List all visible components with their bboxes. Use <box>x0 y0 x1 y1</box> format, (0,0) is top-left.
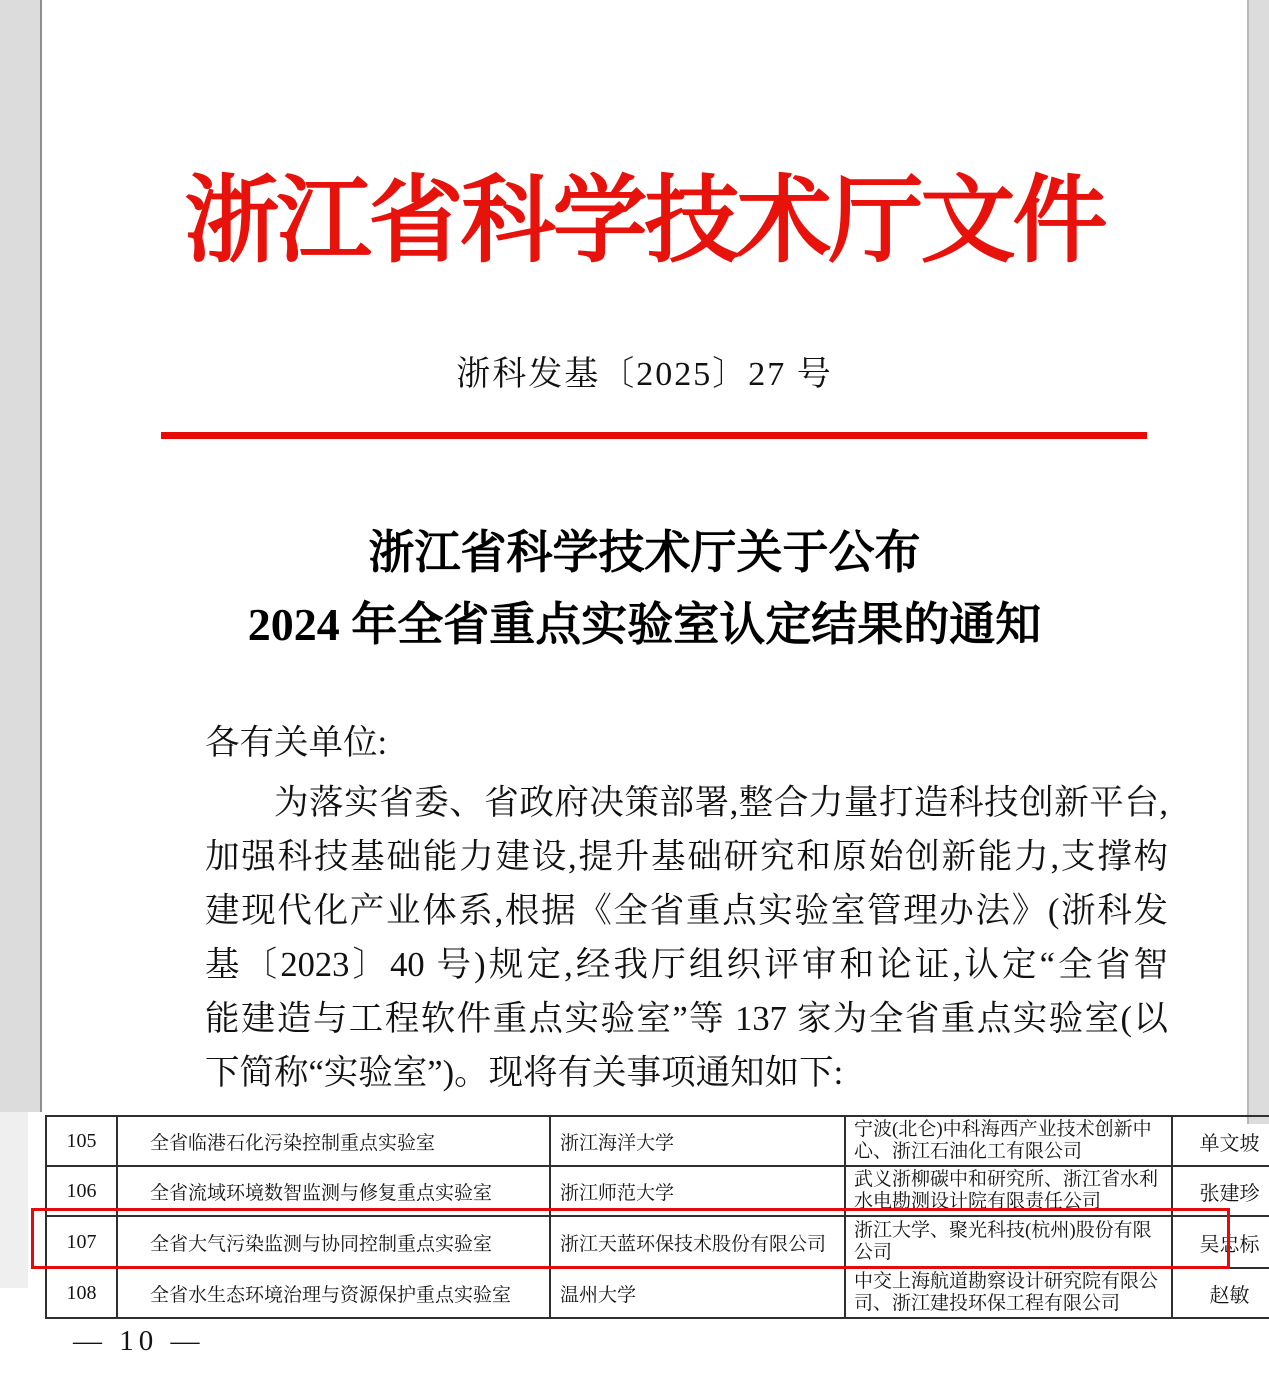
cell-partner-units: 中交上海航道勘察设计研究院有限公司、浙江建投环保工程有限公司 <box>845 1268 1172 1318</box>
scan-margin-left <box>0 0 42 1112</box>
cell-lab-name: 全省临港石化污染控制重点实验室 <box>117 1116 550 1166</box>
cell-lab-name: 全省大气污染监测与协同控制重点实验室 <box>117 1216 550 1268</box>
labs-table-container <box>45 1115 1260 1319</box>
cell-host-unit: 浙江师范大学 <box>550 1166 845 1216</box>
cell-director: 赵敏 <box>1172 1268 1269 1318</box>
cell-number: 108 <box>46 1268 117 1318</box>
labs-table <box>45 1115 1269 1319</box>
cell-partner-units: 浙江大学、聚光科技(杭州)股份有限公司 <box>845 1216 1172 1268</box>
notice-title <box>42 517 1247 661</box>
document-number: 浙科发基〔2025〕27 号 <box>456 356 833 393</box>
cell-director: 吴忠标 <box>1172 1216 1269 1268</box>
cell-host-unit: 温州大学 <box>550 1268 845 1318</box>
table-row-108 <box>46 1268 1269 1318</box>
table-row-105 <box>46 1116 1269 1166</box>
letterhead-rule <box>161 432 1147 439</box>
cell-host-unit: 浙江海洋大学 <box>550 1116 845 1166</box>
cell-number: 105 <box>46 1116 117 1166</box>
table-row-107-highlighted <box>46 1216 1269 1268</box>
cell-director: 张建珍 <box>1172 1166 1269 1216</box>
body-line: 为落实省委、省政府决策部署,整合力量打造科技创新平台, <box>274 784 1168 822</box>
body-line: 下简称“实验室”)。现将有关事项通知如下: <box>205 1054 844 1092</box>
scan-margin-lower-left <box>0 1112 28 1288</box>
cell-host-unit: 浙江天蓝环保技术股份有限公司 <box>550 1216 845 1268</box>
notice-title-line2: 2024 年全省重点实验室认定结果的通知 <box>247 599 1042 650</box>
cell-director: 单文坡 <box>1172 1116 1269 1166</box>
letterhead-title: 浙江省科学技术厅文件 <box>184 168 1105 274</box>
body-line: 加强科技基础能力建设,提升基础研究和原始创新能力,支撑构 <box>205 838 1168 876</box>
body-line: 建现代化产业体系,根据《全省重点实验室管理办法》(浙科发 <box>205 892 1168 930</box>
cell-lab-name: 全省流域环境数智监测与修复重点实验室 <box>117 1166 550 1216</box>
table-row-106 <box>46 1166 1269 1216</box>
cell-number: 107 <box>46 1216 117 1268</box>
notice-title-line1: 浙江省科学技术厅关于公布 <box>368 527 921 578</box>
cell-partner-units: 宁波(北仑)中科海西产业技术创新中心、浙江石油化工有限公司 <box>845 1116 1172 1166</box>
body-line: 基〔2023〕40 号)规定,经我厅组织评审和论证,认定“全省智 <box>205 946 1168 984</box>
cell-lab-name: 全省水生态环境治理与资源保护重点实验室 <box>117 1268 550 1318</box>
cell-number: 106 <box>46 1166 117 1216</box>
body-paragraph <box>205 776 1168 1100</box>
page-number: — 10 — <box>73 1325 205 1357</box>
body-line: 能建造与工程软件重点实验室”等 137 家为全省重点实验室(以 <box>205 1000 1168 1038</box>
cell-partner-units: 武义浙柳碳中和研究所、浙江省水利水电勘测设计院有限责任公司 <box>845 1166 1172 1216</box>
scan-margin-right <box>1247 0 1269 1124</box>
salutation: 各有关单位: <box>205 724 388 762</box>
